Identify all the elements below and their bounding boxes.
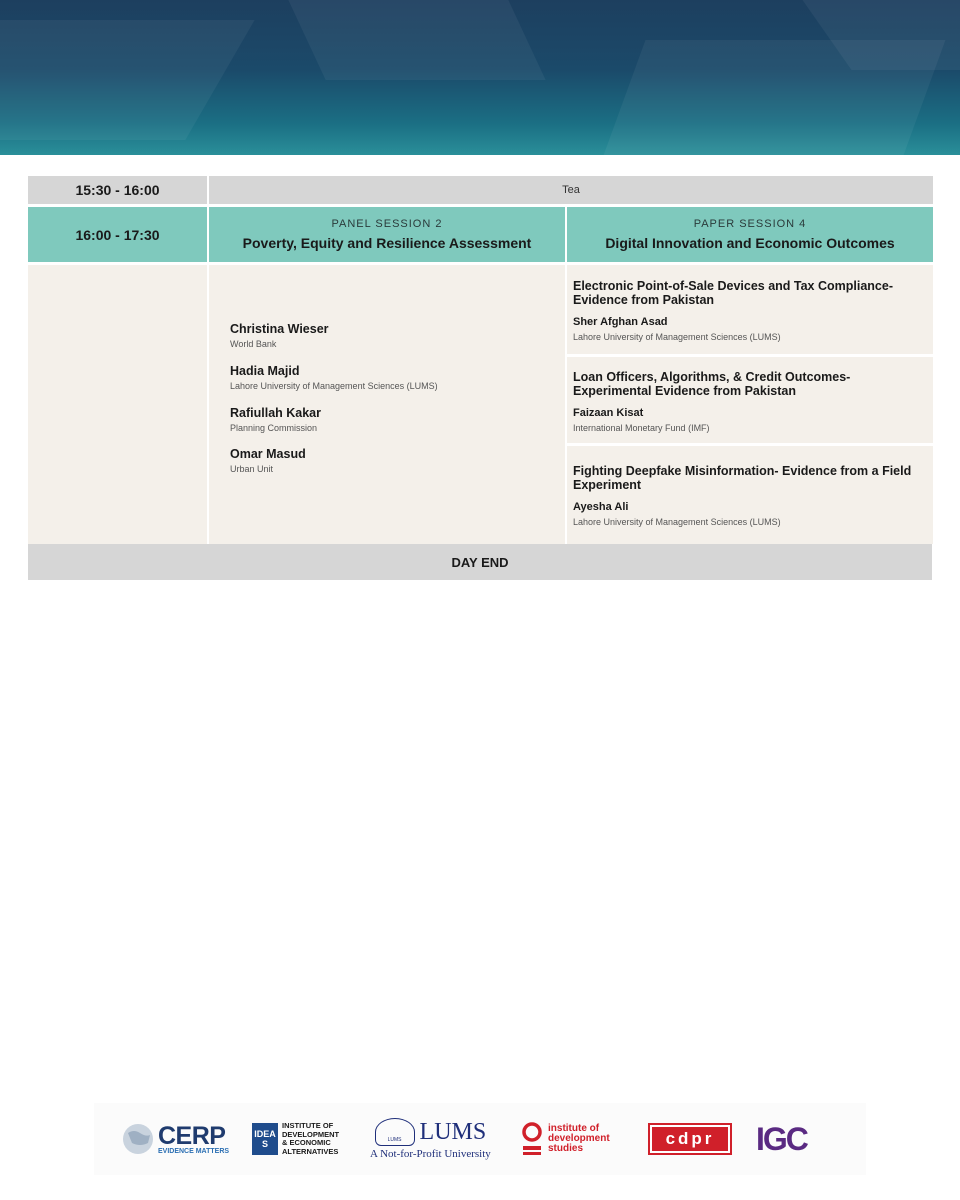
paper-author: Faizaan Kisat	[573, 407, 644, 419]
cerp-name: CERP	[158, 1121, 226, 1150]
panel-session-header	[209, 207, 565, 262]
speaker	[230, 447, 306, 474]
speaker	[230, 364, 438, 391]
paper-session-header	[567, 207, 933, 262]
paper-author: Sher Afghan Asad	[573, 316, 668, 328]
session-time: 16:00 - 17:30	[28, 207, 207, 262]
paper-session-title: Digital Innovation and Economic Outcomes	[605, 235, 895, 251]
speaker-name: Hadia Majid	[230, 364, 300, 378]
cerp-logo	[120, 1103, 229, 1175]
lums-crest-icon: LUMS	[375, 1118, 415, 1146]
sponsor-logos	[94, 1103, 866, 1175]
speaker-name: Christina Wieser	[230, 322, 329, 336]
speaker-name: Rafiullah Kakar	[230, 406, 322, 420]
paper-title: Loan Officers, Algorithms, & Credit Outcomes- Experimental Evidence from Pakistan	[573, 370, 851, 398]
cerp-tagline: EVIDENCE MATTERS	[158, 1147, 230, 1155]
paper-entry	[567, 357, 933, 443]
lums-tagline: A Not-for-Profit University	[370, 1148, 491, 1160]
paper-author: Ayesha Ali	[573, 501, 629, 513]
igc-logo	[756, 1103, 807, 1175]
ideas-line1: INSTITUTE OF	[282, 1121, 334, 1130]
paper-affiliation: International Monetary Fund (IMF)	[573, 423, 710, 433]
ideas-line4: ALTERNATIVES	[282, 1146, 339, 1156]
ideas-line3: & ECONOMIC	[282, 1138, 331, 1147]
speaker	[230, 406, 321, 433]
globe-icon	[120, 1121, 156, 1157]
paper-entry	[567, 265, 933, 354]
speaker	[230, 322, 329, 349]
paper-entry	[567, 446, 933, 544]
tea-label: Tea	[209, 176, 933, 204]
speaker-affiliation: Lahore University of Management Sciences (LUMS)	[230, 381, 438, 391]
ids-line2: development	[548, 1133, 610, 1144]
paper-affiliation: Lahore University of Management Sciences (LUMS)	[573, 332, 781, 342]
panel-session-title: Poverty, Equity and Resilience Assessment	[242, 235, 532, 251]
ideas-line2: DEVELOPMENT	[282, 1129, 340, 1139]
ids-line1: institute of	[548, 1123, 600, 1134]
speaker-affiliation: Urban Unit	[230, 464, 274, 474]
paper-title: Fighting Deepfake Misinformation- Evidence from a Field Experiment	[573, 464, 912, 492]
igc-name: IGC	[756, 1120, 807, 1157]
paper-affiliation: Lahore University of Management Sciences (LUMS)	[573, 517, 781, 527]
lums-name: LUMS	[419, 1119, 487, 1145]
paper-title: Electronic Point-of-Sale Devices and Tax Compliance- Evidence from Pakistan	[573, 279, 893, 307]
panel-session-kicker: PANEL SESSION 2	[331, 218, 443, 230]
panel-speakers	[209, 265, 565, 544]
ideas-mark: IDEAS	[252, 1123, 278, 1155]
cdpr-logo	[648, 1103, 732, 1175]
ids-logo	[522, 1103, 610, 1175]
session-time-blank	[28, 265, 207, 544]
ids-mark-icon	[522, 1122, 542, 1156]
ids-line3: studies	[548, 1143, 584, 1154]
speaker-affiliation: World Bank	[230, 339, 277, 349]
speaker-affiliation: Planning Commission	[230, 423, 318, 433]
cdpr-name: cdpr	[648, 1123, 732, 1155]
speaker-name: Omar Masud	[230, 447, 306, 461]
day-end-row: DAY END	[28, 544, 932, 580]
paper-session-kicker: PAPER SESSION 4	[693, 218, 807, 230]
ideas-logo	[252, 1103, 339, 1175]
header-banner	[0, 0, 960, 155]
lums-logo	[370, 1103, 491, 1175]
tea-time: 15:30 - 16:00	[28, 176, 207, 204]
